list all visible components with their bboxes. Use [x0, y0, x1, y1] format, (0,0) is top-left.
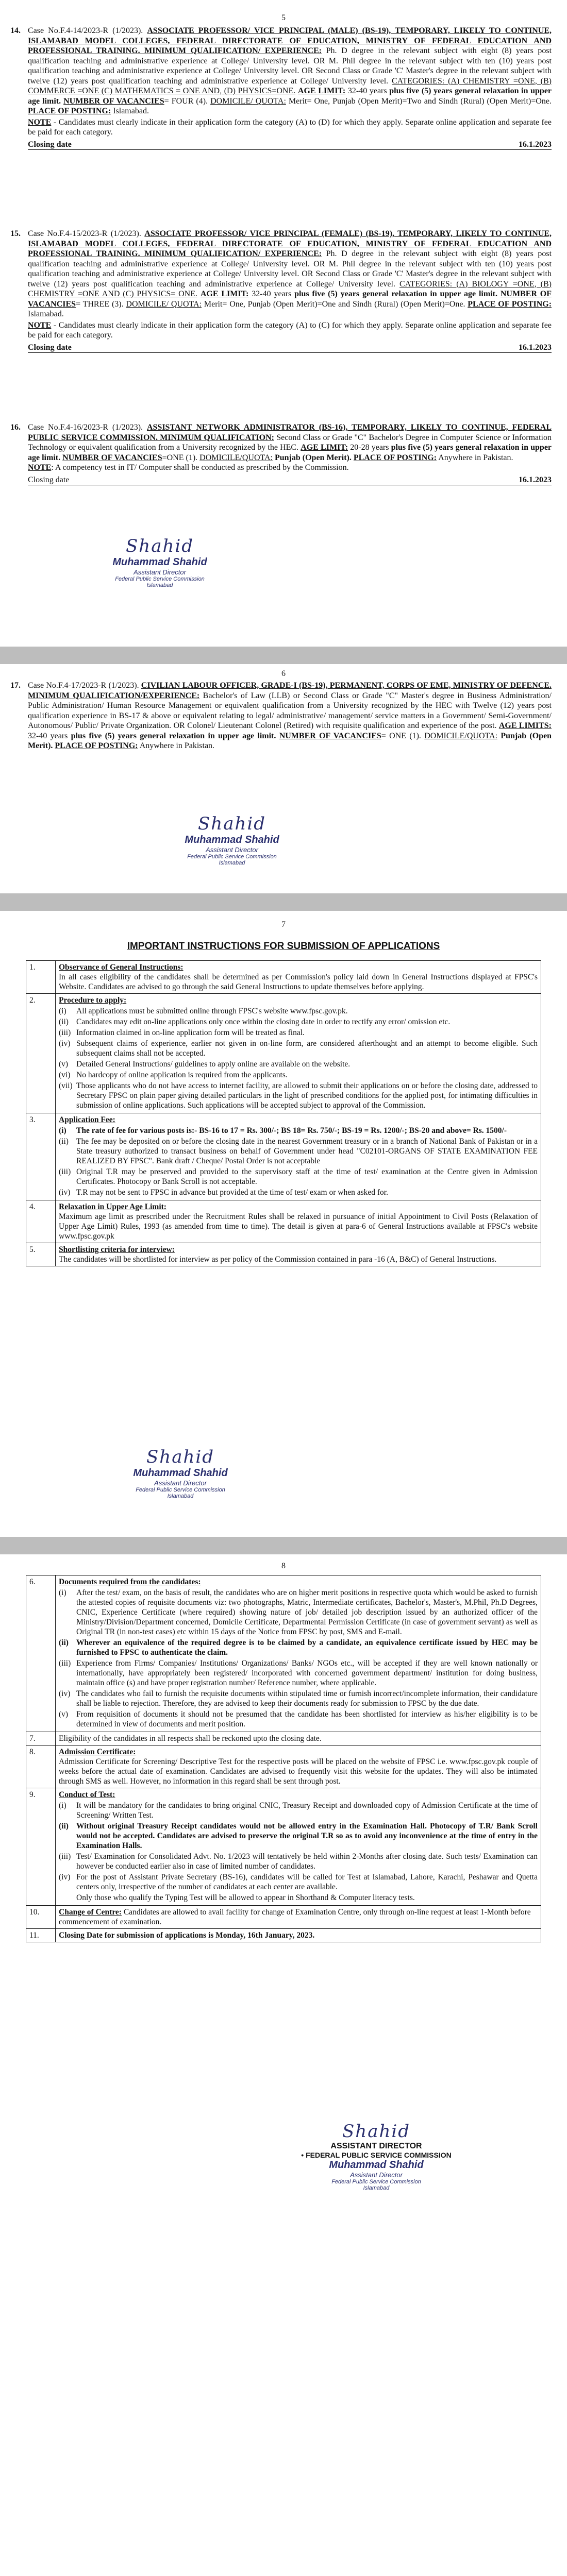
note-text: - Candidates must clearly indicate in their application form the category (A) to (D) for which they apply. Separate online application and separate fee be paid for each category. — [28, 117, 552, 137]
list-item: (iv) Subsequent claims of experience, earlier not given in on-line form, are considered afterthought and an attempt to become eligible. Such subsequent claims shall not be accepted. — [59, 1039, 538, 1058]
row-heading: Documents required from the candidates: — [59, 1578, 201, 1586]
table-row — [26, 1788, 541, 1906]
page-number: 6 — [281, 669, 286, 678]
closing-label: Closing date — [28, 343, 72, 352]
post-title: CIVILIAN LABOUR OFFICER, GRADE-I (BS-19), PERMANENT, CORPS OF EME, MINISTRY OF DEFENCE. MINIMUM QUALIFICATION/EXPERIENCE: — [28, 681, 552, 700]
row-text: The candidates will be shortlisted for interview as per policy of the Commission contained in para -16 (A, B&C) of General Instructions. — [59, 1255, 497, 1264]
signatory-title: Assistant Director — [134, 568, 186, 576]
case-number: 17. — [10, 681, 21, 690]
list-item: (v) From requisition of documents it should not be presumed that the candidate has been shortlisted for interview as his/her eligibility is to be determined in view of documents and merit position. — [59, 1710, 538, 1728]
signature-block — [93, 536, 227, 588]
row-content — [56, 961, 541, 994]
place: Anywhere in Pakistan. — [438, 453, 513, 462]
page-number: 7 — [281, 920, 286, 929]
signatory-org: Federal Public Service Commission — [136, 1487, 225, 1493]
vacancies-label: NUMBER OF VACANCIES — [63, 96, 164, 106]
signature-scrawl: Shahid — [198, 814, 266, 834]
note-label: NOTE — [28, 463, 52, 472]
table-row — [26, 961, 541, 994]
signatory-name: Muhammad Shahid — [329, 2159, 424, 2171]
closing-date-row — [28, 140, 552, 150]
note-text: : A competency test in IT/ Computer shall be conducted as prescribed by the Commission. — [51, 463, 349, 472]
row-content — [56, 1745, 541, 1788]
signature-block — [165, 814, 299, 866]
closing-label: Closing date — [28, 140, 72, 149]
note-text: - Candidates must clearly indicate in their application form the category (A) to (C) for which they apply. Separate online application and separate fee be paid for each category. — [28, 320, 552, 340]
case-ref: Case No.F.4-14/2023-R (1/2023). — [28, 26, 143, 35]
table-row — [26, 1929, 541, 1942]
place-label: PLACE OF POSTING: — [55, 741, 138, 750]
signature-block — [268, 2121, 485, 2191]
list-item: (i) It will be mandatory for the candidates to bring original CNIC, Treasury Receipt and downloaded copy of Admission Certificate at the time of Screening/ Written Test. — [59, 1801, 538, 1820]
note-label: NOTE — [28, 320, 52, 330]
row-number: 9. — [26, 1788, 56, 1906]
row-number: 11. — [26, 1929, 56, 1942]
signatory-city: Islamabad — [146, 582, 173, 588]
signatory-org: Federal Public Service Commission — [187, 854, 277, 860]
signatory-title: Assistant Director — [206, 846, 258, 854]
row-text: Maximum age limit as prescribed under the Recruitment Rules shall be relaxed in pursuance of initial Appointment to Civil Posts (Relaxation of Upper Age Limit) Rules, 1993 (as amended from time to time). The detail is given at para-6 of General Instructions available at FPSC's website www.fpsc.gov.pk — [59, 1212, 538, 1241]
list-item: (ii) Without original Treasury Receipt candidates would not be allowed entry in the Examination Hall. Photocopy of T.R/ Bank Scroll would not be accepted. Candidates are advised to preserve the original T.R so as to avoid any inconvenience at the time of entry in the Examination Halls. — [59, 1822, 538, 1850]
row-content — [56, 1200, 541, 1243]
list-item: (iii) Test/ Examination for Consolidated Advt. No. 1/2023 will tentatively be held within 2-Months after closing date. Such tests/ Examination can however be conducted earlier also in case of limited number of candidates. — [59, 1852, 538, 1871]
case-17 — [10, 681, 552, 751]
signatory-city: Islamabad — [363, 2185, 390, 2191]
closing-date-row — [28, 343, 552, 353]
place: Islamabad. — [28, 310, 64, 318]
signatory-title: Assistant Director — [350, 2171, 403, 2179]
page-separator — [0, 647, 567, 664]
signatory-name: Muhammad Shahid — [112, 556, 207, 568]
qualification: Bachelor's of Law (LLB) or Second Class or Grade "C" Master's degree in Business Administration/ Public Administration/ Human Resource Management or equivalent qualification from a University recognized by the HEC with Twelve (12) years post qualification experience in BS-17 & above or equivalent relating to legal/ administrative/ management/ service matters in a Government/ Semi-Government/ Autonomous/ Public/ Private Organization. OR Colonel/ Lieutenant Colonel (Retired) with requisite qualification and experience of the post. — [28, 691, 552, 730]
age-limit: 20-28 years — [350, 443, 389, 452]
signatory-org: Federal Public Service Commission — [331, 2179, 421, 2185]
case-15 — [10, 229, 552, 353]
row-number: 8. — [26, 1745, 56, 1788]
signature-scrawl: Shahid — [146, 1447, 214, 1467]
row-heading: Application Fee: — [59, 1115, 115, 1124]
closing-date: 16.1.2023 — [519, 343, 552, 352]
case-number: 16. — [10, 423, 21, 432]
row-number: 6. — [26, 1575, 56, 1732]
row-number: 7. — [26, 1732, 56, 1745]
qualification: Second Class or Grade "C" Bachelor's Degree in Computer Science or Information Technology or equivalent qualification from a University recognized by the HEC. — [28, 433, 552, 452]
age-label: AGE LIMIT: — [200, 290, 249, 298]
list-item: (v) Detailed General Instructions/ guidelines to apply online are available on the website. — [59, 1060, 351, 1069]
table-row — [26, 1732, 541, 1745]
table-row — [26, 994, 541, 1113]
list-item: (ii) Wherever an equivalence of the required degree is to be claimed by a candidate, an equivalence certificate issued by HEC may be furnished to FPSC to authenticate the claim. — [59, 1638, 538, 1657]
domicile-label: DOMICILE/QUOTA: — [199, 453, 273, 462]
signatory-name: Muhammad Shahid — [185, 834, 279, 845]
vacancies: = ONE (1). — [381, 731, 421, 740]
list-item: (iv) The candidates who fail to furnish the requisite documents within stipulated time or furnish incorrect/incomplete information, their candidature shall be liable to rejection. Therefore, they are advised to keep their documents ready for submission to FPSC by the due date. — [59, 1689, 538, 1708]
age-relaxation: plus five (5) years general relaxation in upper age limit. — [28, 87, 552, 106]
place: Anywhere in Pakistan. — [139, 741, 215, 750]
row-content — [56, 1906, 541, 1929]
row-content — [56, 1113, 541, 1200]
case-16 — [10, 422, 552, 485]
signature-scrawl: Shahid — [342, 2121, 410, 2142]
list-item: (iv) For the post of Assistant Private Secretary (BS-16), candidates will be called for Test at Islamabad, Lahore, Karachi, Peshawar and Quetta centers only, irrespective of the number of candidates at each center are available. — [59, 1873, 538, 1891]
post-title: ASSOCIATE PROFESSOR/ VICE PRINCIPAL (MALE) (BS-19), TEMPORARY, LIKELY TO CONTINUE, ISLAMABAD MODEL COLLEGES, FEDERAL DIRECTORATE OF EDUCATION, MINISTRY OF FEDERAL EDUCATION AND PROFESSIONAL TRAINING. MINIMUM QUALIFICATION/ EXPERIENCE: — [28, 26, 552, 55]
post-title: ASSISTANT NETWORK ADMINISTRATOR (BS-16), TEMPORARY, LIKELY TO CONTINUE, FEDERAL PUBLIC SERVICE COMMISSION. MINIMUM QUALIFICATION: — [28, 423, 552, 442]
table-row — [26, 1200, 541, 1243]
case-ref: Case No.F.4-16/2023-R (1/2023). — [28, 423, 143, 432]
row-heading: Procedure to apply: — [59, 996, 127, 1005]
page-separator — [0, 1537, 567, 1554]
row-number: 5. — [26, 1243, 56, 1266]
case-ref: Case No.F.4-15/2023-R (1/2023). — [28, 229, 141, 238]
row-heading: Observance of General Instructions: — [59, 963, 184, 972]
vacancies: =ONE (1). — [162, 453, 198, 462]
row-text: Admission Certificate for Screening/ Descriptive Test for the respective posts will be placed on the website of FPSC i.e. www.fpsc.gov.pk couple of weeks before the actual date of examination. Candidates are advised to frequently visit this website for the updates. They will also be intimated through SMS as well. However, no information in this regard shall be sent through post. — [59, 1757, 538, 1786]
signatory-org: Federal Public Service Commission — [115, 576, 205, 582]
list-item: (iii) Information claimed in on-line application form will be treated as final. — [59, 1028, 305, 1037]
qualification: Ph. D degree in the relevant subject with eight (8) years post qualification teaching and administrative experience at College/ University level. OR M. Phil degree in the relevant subject with ten (10) years post qualification teaching and administrative experience at College/ University level. OR Second Class or Grade 'C' Master's degree in the relevant subject with twelve (12) years post qualification teaching and administrative experience at College/ University level. — [28, 46, 552, 86]
list-item: (ii) The fee may be deposited on or before the closing date in the nearest Government treasury or in a branch of National Bank of Pakistan or in a State treasury authorized to transact business on behalf of Government under head "C02101-ORGANS OF STATE EXAMINATION FEE REALIZED BY FPSC". Bank draft / Cheque/ Postal Order is not acceptable — [59, 1137, 538, 1165]
age-relaxation: plus five (5) years general relaxation in upper age limit. — [71, 731, 276, 740]
domicile-label: DOMICILE/QUOTA: — [424, 731, 498, 740]
case-ref: Case No.F.4-17/2023-R (1/2023). — [28, 681, 139, 690]
categories: CATEGORIES: (A) CHEMISTRY =ONE, (B) COMMERCE =ONE (C) MATHEMATICS = ONE AND, (D) PHYSICS=ONE. — [28, 76, 552, 95]
list-item: (iii) Original T.R may be preserved and provided to the supervisory staff at the time of test/ examination at the Centre given in Admission Certificates. Photocopy or Bank Scroll is not acceptable. — [59, 1167, 538, 1186]
row-content — [56, 1575, 541, 1732]
list-item: (vii) Those applicants who do not have access to internet facility, are allowed to submit their applications on or before the closing date, addressed to Secretary FPSC on plain paper giving detailed particulars in the light of prescribed conditions for the applied post, for intimating difficulties in submission of online applications. Such applications will be accepted subject to approval of the Commission. — [59, 1081, 538, 1110]
instructions-title: IMPORTANT INSTRUCTIONS FOR SUBMISSION OF APPLICATIONS — [127, 941, 440, 952]
page-5 — [0, 0, 567, 647]
case-number: 15. — [10, 229, 21, 238]
categories: CATEGORIES: (A) BIOLOGY =ONE, (B) CHEMISTRY =ONE AND (C) PHYSICS= ONE. — [28, 279, 552, 298]
row-heading: Shortlisting criteria for interview: — [59, 1245, 175, 1254]
list-item: (iii) Experience from Firms/ Companies/ Institutions/ Organizations/ Banks/ NGOs etc., will be accepted if they are well known nationally or internationally, have appropriately been registered/ incorporated with concerned government department/ institution for doing business, maintain office (s) and have proper registration number/ Reference number, where applicable. — [59, 1659, 538, 1687]
row-number: 10. — [26, 1906, 56, 1929]
qualification: Ph. D degree in the relevant subject with eight (8) years post qualification teaching and administrative experience at College/ University level. OR M. Phil degree in the relevant subject with ten (10) years post qualification teaching and administrative experience at College/ University level. OR Second Class or Grade 'C' Master's degree in the relevant subject with twelve (12) years post qualification teaching and administrative experience at College/ University level. — [28, 249, 552, 289]
signature-block — [113, 1447, 247, 1499]
place-label: PLACE OF POSTING: — [28, 107, 111, 115]
signatory-heading: ASSISTANT DIRECTOR — [330, 2142, 422, 2150]
age-label: AGE LIMITS: — [498, 721, 552, 730]
domicile-label: DOMICILE/ QUOTA: — [210, 96, 286, 106]
domicile-label: DOMICILE/ QUOTA: — [126, 299, 202, 309]
list-item: Only those who qualify the Typing Test will be allowed to appear in Shorthand & Computer literacy tests. — [76, 1893, 415, 1902]
table-row — [26, 1575, 541, 1732]
signatory-title: Assistant Director — [154, 1479, 207, 1487]
table-row — [26, 1113, 541, 1200]
signatory-name: Muhammad Shahid — [133, 1467, 228, 1479]
row-heading: Conduct of Test: — [59, 1790, 115, 1799]
row-number: 2. — [26, 994, 56, 1113]
page-separator — [0, 893, 567, 911]
page-number: 5 — [281, 13, 286, 22]
closing-date-row — [28, 475, 552, 486]
list-item: (vi) No hardcopy of online application is required from the applicants. — [59, 1071, 288, 1079]
instructions-table-continued — [26, 1575, 541, 1942]
table-row — [26, 1745, 541, 1788]
vacancies: = FOUR (4). — [164, 96, 208, 106]
note-label: NOTE — [28, 117, 52, 127]
place: Islamabad. — [113, 107, 149, 115]
age-limit: 32-40 years — [28, 731, 68, 740]
list-item: (i) All applications must be submitted online through FPSC's website www.fpsc.gov.pk. — [59, 1007, 348, 1015]
table-row — [26, 1243, 541, 1266]
page-8 — [0, 1554, 567, 2576]
row-text: Closing Date for submission of applications is Monday, 16th January, 2023. — [56, 1929, 541, 1942]
place-label: PLACE OF POSTING: — [353, 453, 437, 462]
instructions-table — [26, 960, 541, 1266]
signatory-city: Islamabad — [167, 1493, 194, 1499]
row-number: 1. — [26, 961, 56, 994]
closing-date: 16.1.2023 — [519, 475, 552, 484]
vacancies-label: NUMBER OF VACANCIES — [279, 731, 381, 740]
table-row — [26, 1906, 541, 1929]
page-7 — [0, 911, 567, 1537]
signatory-city: Islamabad — [219, 860, 245, 866]
domicile: Punjab (Open Merit). — [28, 731, 552, 750]
row-text: Candidates are allowed to avail facility for change of Examination Centre, only through on-line request at least 1-Month before commencement of examination. — [59, 1908, 531, 1926]
page-number: 8 — [281, 1562, 286, 1570]
case-14 — [10, 26, 552, 150]
case-number: 14. — [10, 26, 21, 35]
row-number: 4. — [26, 1200, 56, 1243]
vacancies-label: NUMBER OF VACANCIES — [28, 290, 552, 309]
page-6 — [0, 664, 567, 893]
list-item: (ii) Candidates may edit on-line applications only once within the closing date in order to rectify any error/ omission etc. — [59, 1018, 451, 1026]
vacancies: = THREE (3). — [76, 299, 124, 309]
list-item: (iv) T.R may not be sent to FPSC in advance but provided at the time of test/ exam or when asked for. — [59, 1188, 388, 1197]
age-relaxation: plus five (5) years general relaxation in upper age limit. — [28, 443, 552, 462]
post-title: ASSOCIATE PROFESSOR/ VICE PRINCIPAL (FEMALE) (BS-19), TEMPORARY, LIKELY TO CONTINUE, ISLAMABAD MODEL COLLEGES, FEDERAL DIRECTORATE OF EDUCATION, MINISTRY OF FEDERAL EDUCATION AND PROFESSIONAL TRAINING. MINIMUM QUALIFICATION/ EXPERIENCE: — [28, 229, 552, 258]
row-content — [56, 1243, 541, 1266]
closing-label: Closing date — [28, 475, 70, 484]
signatory-heading-org: • FEDERAL PUBLIC SERVICE COMMISSION — [301, 2151, 452, 2159]
age-limit: 32-40 years — [347, 87, 387, 95]
row-content — [56, 994, 541, 1113]
domicile: Merit= One, Punjab (Open Merit)=Two and Sindh (Rural) (Open Merit)=One. — [288, 96, 552, 106]
row-heading: Relaxation in Upper Age Limit: — [59, 1202, 166, 1211]
list-item: (i) The rate of fee for various posts is:- BS-16 to 17 = Rs. 300/-; BS 18= Rs. 750/-; BS-19 = Rs. 1200/-; BS-20 and above= Rs. 1500/- — [59, 1126, 507, 1135]
age-label: AGE LIMIT: — [301, 443, 348, 452]
row-text: Eligibility of the candidates in all respects shall be reckoned upto the closing date. — [56, 1732, 541, 1745]
age-relaxation: plus five (5) years general relaxation in upper age limit. — [294, 290, 497, 298]
place-label: PLACE OF POSTING: — [468, 299, 552, 309]
signature-scrawl: Shahid — [126, 536, 194, 556]
domicile: Merit= One, Punjab (Open Merit)=One and Sindh (Rural) (Open Merit)=One. — [204, 299, 465, 309]
age-label: AGE LIMIT: — [297, 87, 346, 95]
domicile: Punjab (Open Merit). — [274, 453, 352, 462]
vacancies-label: NUMBER OF VACANCIES — [62, 453, 162, 462]
row-heading: Change of Centre: — [59, 1908, 122, 1917]
closing-date: 16.1.2023 — [519, 140, 552, 149]
row-number: 3. — [26, 1113, 56, 1200]
list-item: (i) After the test/ exam, on the basis of result, the candidates who are on higher merit positions in respective quota which would be asked to furnish the attested copies of requisite documents viz: two photographs, Matric, Intermediate certificates, Bachelor's, Master's, M.Phil, Ph.D Degrees, CNIC, Experience Certificate (where required) showing nature of job/ detailed job description issued by an authorized officer of the Ministry/Division/Department concerned, Domicile Certificate, Departmental Permission Certificate (in case of government servant) as well as Original TR (in non-test cases) etc within 15 days of the Notice from FPSC by post, SMS and E-mail. — [59, 1588, 538, 1636]
row-heading: Admission Certificate: — [59, 1748, 136, 1756]
age-limit: 32-40 years — [252, 290, 292, 298]
row-content — [56, 1788, 541, 1906]
row-text: In all cases eligibility of the candidates shall be determined as per Commission's policy laid down in General Instructions displayed at FPSC's Website. Candidates are advised to go through the said General Instructions to update themselves before applying. — [59, 973, 538, 991]
